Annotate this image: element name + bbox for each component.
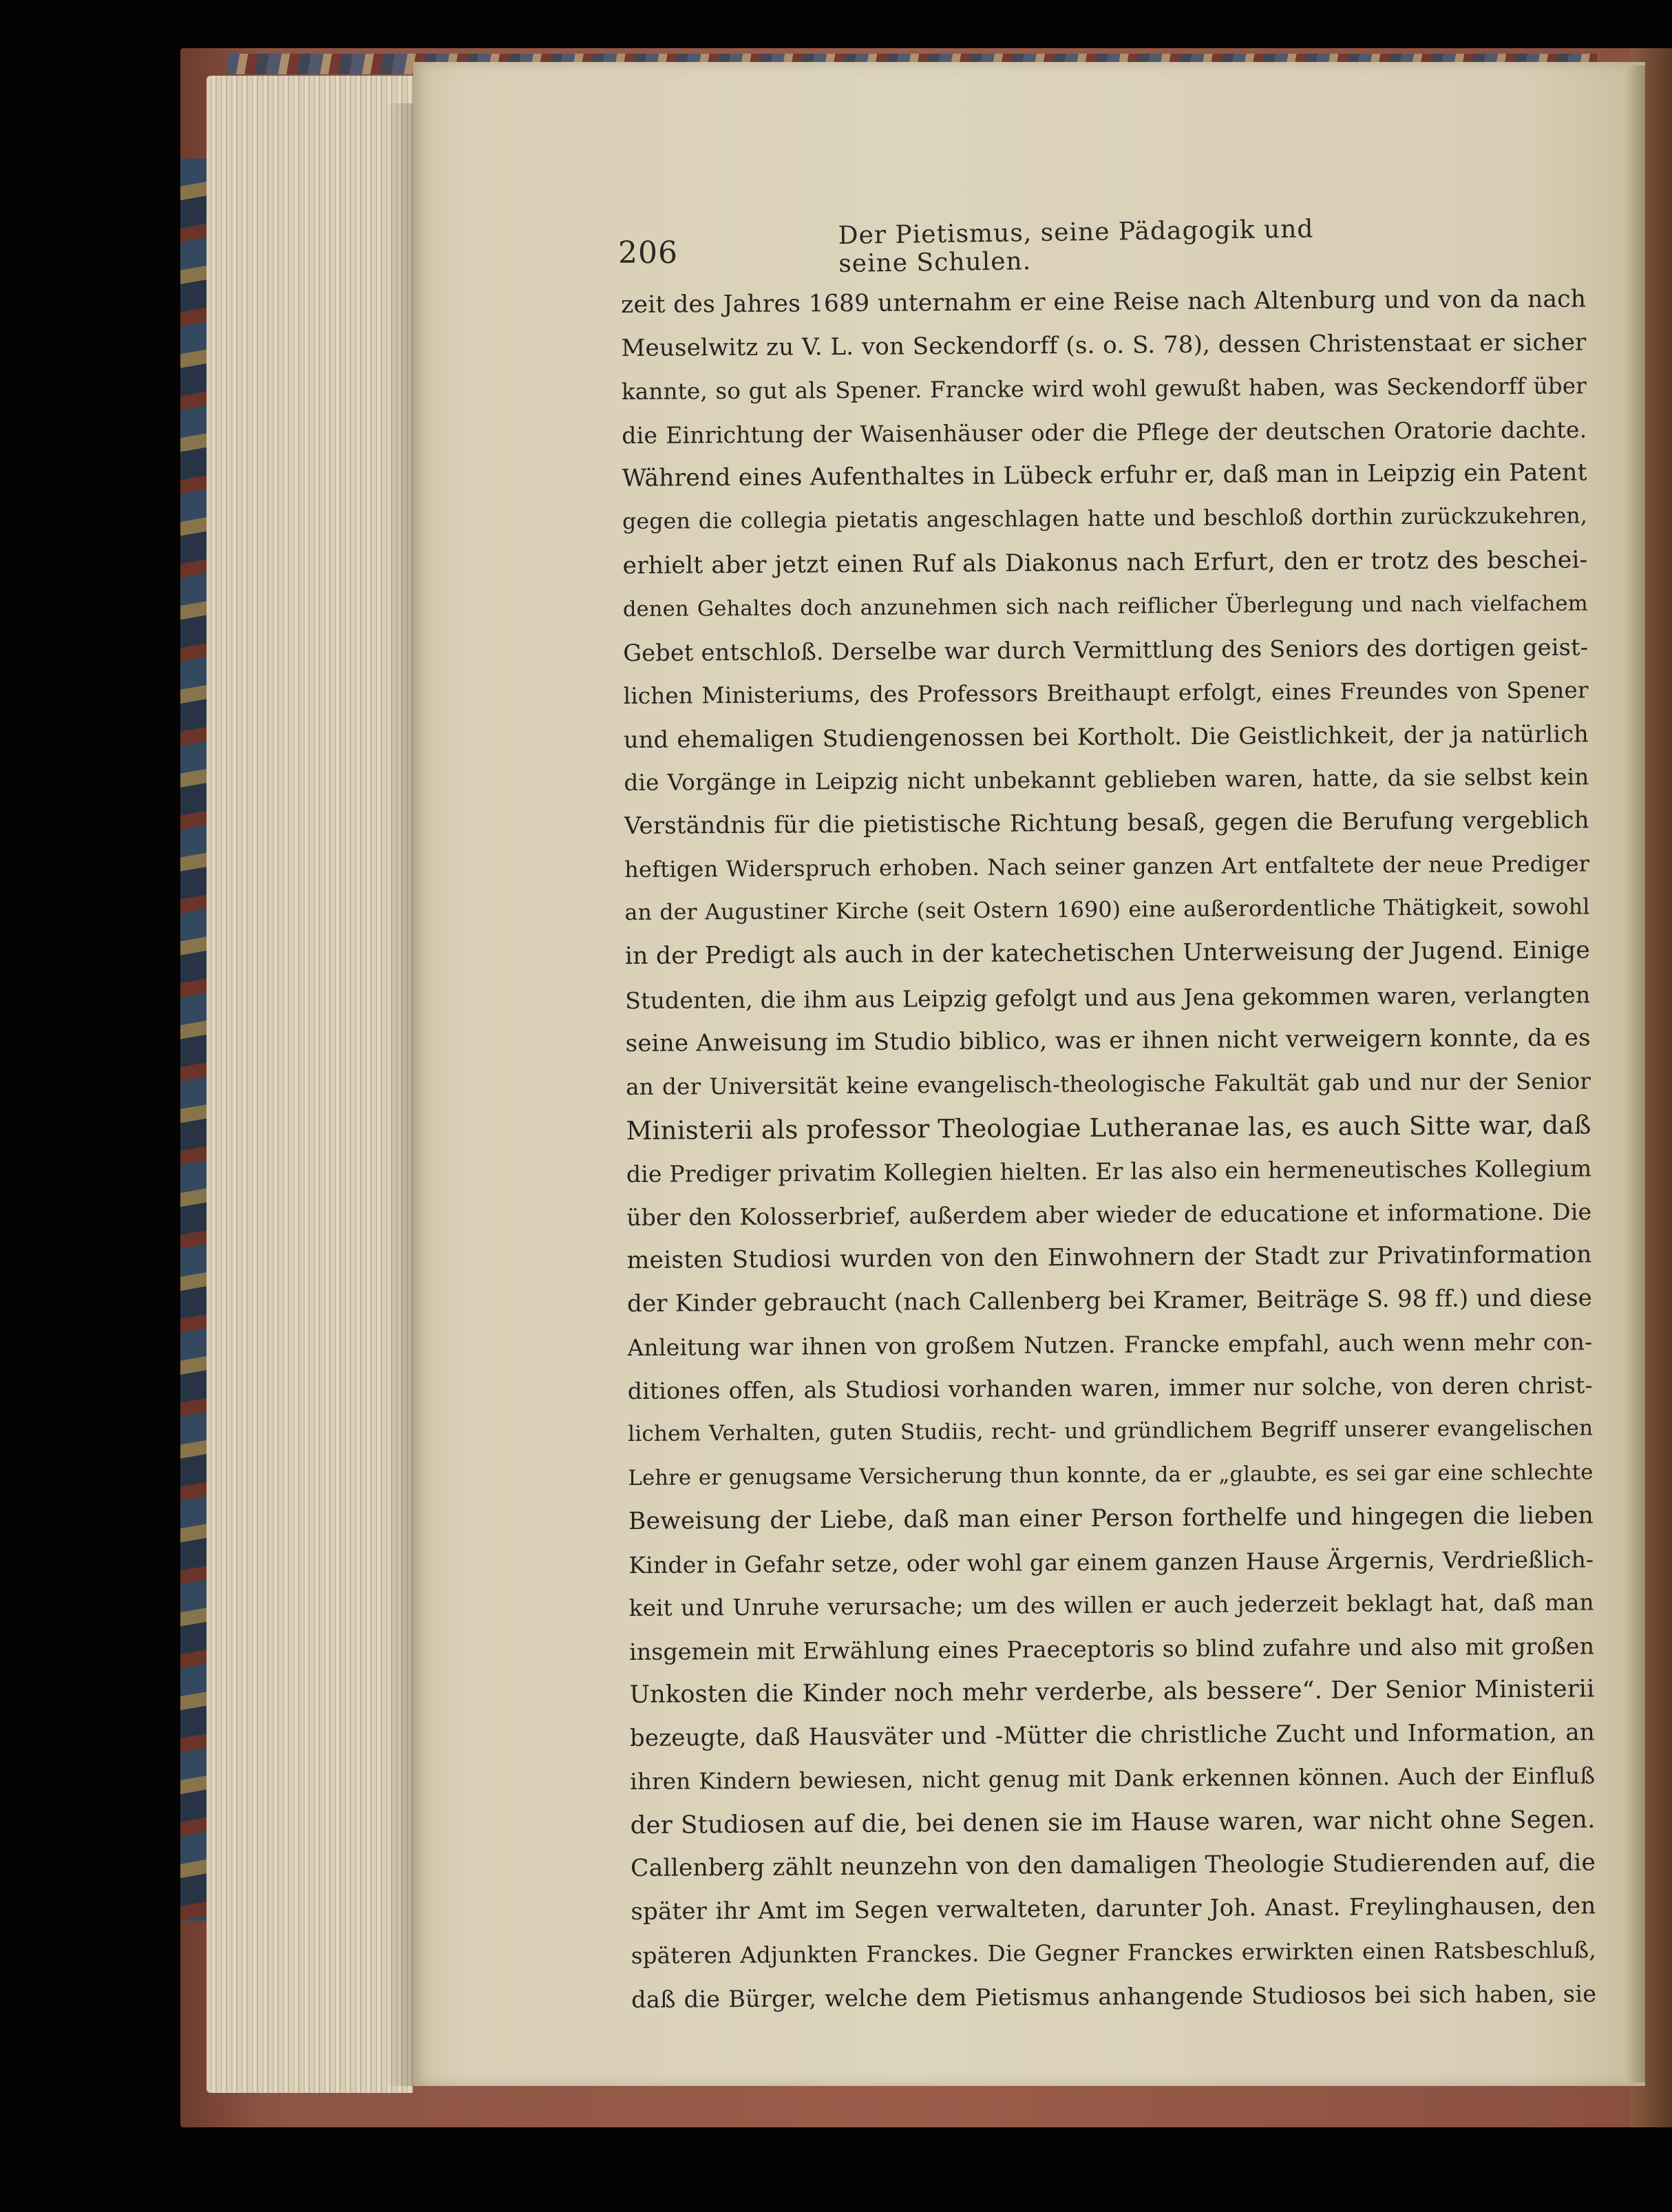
text-line: die Vorgänge in Leipzig nicht unbekannt geblieben waren, hatte, da sie selbst kein [624,763,1589,797]
text-line: der Kinder gebraucht (nach Callenberg bei Kramer, Beiträge S. 98 ff.) und diese [626,1284,1593,1318]
text-line: Anleitung war ihnen von großem Nutzen. Francke empfahl, auch wenn mehr con- [627,1328,1593,1362]
body-text [621,277,1596,2021]
text-line: in der Predigt als auch in der katechetischen Unterweisung der Jugend. Einige [624,936,1591,971]
text-line: Ministerii als professor Theologiae Lutheranae las, es auch Sitte war, daß [626,1110,1591,1146]
text-line: der Studiosen auf die, bei denen sie im Hause waren, war nicht ohne Segen. [630,1805,1596,1840]
text-line: Meuselwitz zu V. L. von Seckendorff (s. o. S. 78), dessen Christenstaat er sicher [621,328,1587,363]
text-line: zeit des Jahres 1689 unternahm er eine Reise nach Altenburg und von da nach [621,285,1587,319]
text-line: Beweisung der Liebe, daß man einer Person forthelfe und hingegen die lieben [628,1502,1594,1535]
text-line: die Einrichtung der Waisenhäuser oder die Pflege der deutschen Oratorie dachte. [622,416,1587,450]
text-line: lichem Verhalten, guten Studiis, recht- und gründlichem Begriff unserer evangelischen [628,1415,1594,1447]
text-line: an der Universität keine evangelisch-theologische Fakultät gab und nur der Senior [626,1068,1591,1100]
text-line: erhielt aber jetzt einen Ruf als Diakonus nach Erfurt, den er trotz des beschei- [622,545,1588,580]
text-line: später ihr Amt im Segen verwalteten, darunter Joh. Anast. Freylinghausen, den [631,1892,1596,1926]
text-line: gegen die collegia pietatis angeschlagen hatte und beschloß dorthin zurückzukehren, [622,503,1588,535]
page-number: 206 [618,235,678,271]
text-line: Studenten, die ihm aus Leipzig gefolgt und aus Jena gekommen waren, verlangten [625,980,1591,1014]
text-line: späteren Adjunkten Franckes. Die Gegner Franckes erwirkten einen Ratsbeschluß, [631,1936,1596,1969]
text-line: Kinder in Gefahr setze, oder wohl gar einem ganzen Hause Ärgernis, Verdrießlich- [628,1546,1594,1579]
text-line: seine Anweisung im Studio biblico, was er ihnen nicht verweigern konnte, da es [625,1024,1591,1057]
text-line: bezeugte, daß Hausväter und -Mütter die christliche Zucht und Information, an [629,1718,1596,1753]
text-line: daß die Bürger, welche dem Pietismus anhangende Studiosos bei sich haben, sie [631,1980,1597,2013]
page-fore-edge [1625,65,1645,2083]
page-stack [207,76,413,2093]
running-head: Der Pietismus, seine Pädagogik und seine Schulen. [838,215,1314,278]
text-line: lichen Ministeriums, des Professors Breithaupt erfolgt, eines Freundes von Spener [623,677,1589,709]
text-line: Unkosten die Kinder noch mehr verderbe, als bessere“. Der Senior Ministerii [629,1675,1595,1709]
text-line: Verständnis für die pietistische Richtung besaß, gegen die Berufung vergeblich [624,806,1589,841]
text-line: an der Augustiner Kirche (seit Ostern 1690) eine außerordentliche Thätigkeit, sowohl [624,894,1590,926]
text-line: denen Gehaltes doch anzunehmen sich nach reiflicher Überlegung und nach vielfachem [622,591,1588,622]
text-line: kannte, so gut als Spener. Francke wird wohl gewußt haben, was Seckendorff über [621,372,1587,405]
text-line: insgemein mit Erwählung eines Praeceptoris so blind zufahre und also mit großen [629,1632,1595,1665]
text-line: Während eines Aufenthaltes in Lübeck erfuhr er, daß man in Leipzig ein Patent [622,459,1587,493]
text-line: ditiones offen, als Studiosi vorhanden waren, immer nur solche, von deren christ- [627,1371,1593,1405]
text-line: Gebet entschloß. Derselbe war durch Vermittlung des Seniors des dortigen geist- [623,633,1589,666]
text-line: meisten Studiosi wurden von den Einwohnern der Stadt zur Privatinformation [626,1241,1592,1275]
text-line: keit und Unruhe verursache; um des willen er auch jederzeit beklagt hat, daß man [628,1589,1594,1621]
text-line: Lehre er genugsame Versicherung thun konnte, da er „glaubte, es sei gar eine schlechte [628,1460,1594,1491]
text-line: Callenberg zählt neunzehn von den damaligen Theologie Studierenden auf, die [630,1848,1596,1883]
text-line: und ehemaligen Studiengenossen bei Kortholt. Die Geistlichkeit, der ja natürlich [623,720,1589,753]
text-line: heftigen Widerspruch erhoben. Nach seiner ganzen Art entfaltete der neue Prediger [624,850,1590,883]
text-line: über den Kolosserbrief, außerdem aber wieder de educatione et informatione. Die [626,1198,1592,1231]
text-line: die Prediger privatim Kollegien hielten. Er las also ein hermeneutisches Kollegium [626,1155,1592,1188]
text-line: ihren Kindern bewiesen, nicht genug mit Dank erkennen können. Auch der Einfluß [630,1762,1596,1795]
